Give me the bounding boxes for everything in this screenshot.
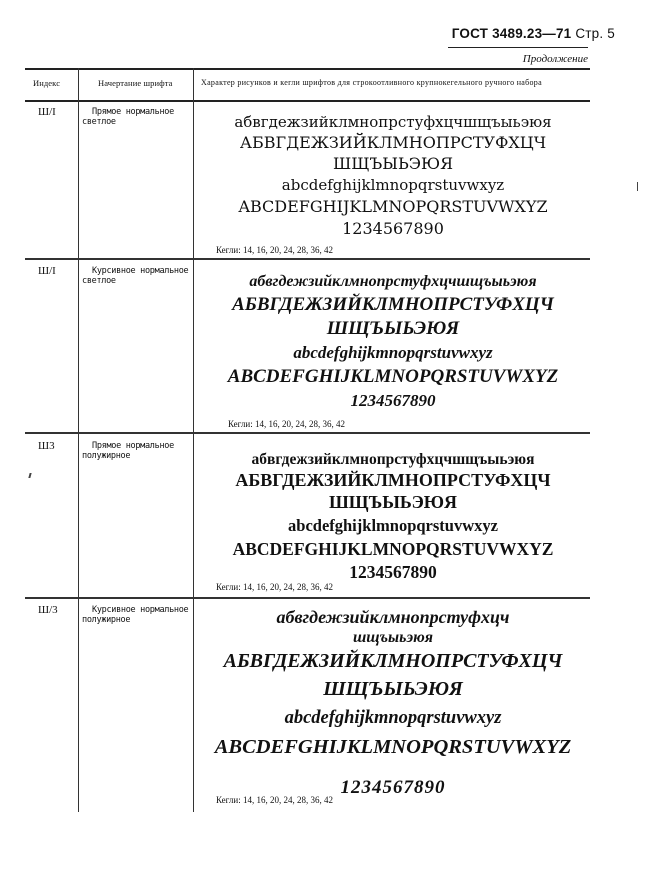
- row-style-name: Курсивное нормальное полужирное: [82, 605, 189, 625]
- column-header-index: Индекс: [33, 78, 61, 88]
- point-sizes: Кегли: 14, 16, 20, 24, 28, 36, 42: [228, 419, 345, 429]
- table-top-border: [25, 68, 590, 70]
- specimen-line-cyrillic-upper-2: ШЩЪЫЬЭЮЯ: [328, 492, 458, 512]
- specimen-line-cyrillic-lower: абвгдежзийклмнопрстуфхцчшщъыьэюя: [251, 451, 535, 468]
- row-divider: [25, 258, 590, 260]
- point-sizes: Кегли: 14, 16, 20, 24, 28, 36, 42: [216, 582, 333, 592]
- specimen-line-digits: 1234567890: [342, 219, 444, 238]
- specimen-line-cyrillic-lower: абвгдежзийклмнопрстуфхцч: [276, 607, 510, 627]
- specimen-line-latin-lower: abcdefghijklmnopqrstuvwxyz: [281, 176, 505, 194]
- page-number: Стр. 5: [575, 26, 615, 41]
- row-index: Ш3: [38, 440, 55, 452]
- specimen-line-cyrillic-upper-2: ШЩЪЫЬЭЮЯ: [332, 154, 453, 173]
- specimen-line-cyrillic-upper-2: ШЩЪЫЬЭЮЯ: [326, 318, 460, 339]
- column-header-sample: Характер рисунков и кегли шрифтов для строкоотливного крупнокегельного ручного набора: [201, 78, 542, 87]
- row-divider: [25, 432, 590, 434]
- row-style-name: Прямое нормальное полужирное: [82, 441, 174, 461]
- specimen-line-digits: 1234567890: [340, 777, 446, 798]
- specimen-line-digits: 1234567890: [350, 391, 436, 410]
- header-underline: [448, 47, 588, 48]
- scan-artifact: [28, 473, 31, 478]
- specimen-line-cyrillic-upper: АБВГДЕЖЗИЙКЛМНОПРСТУФХЦЧ: [232, 294, 554, 315]
- table-header-border: [25, 100, 590, 102]
- specimen-line-cyrillic-lower: абвгдежзийклмнопрстуфхцчшщъыьэюя: [249, 273, 537, 290]
- type-specimen: [196, 450, 590, 583]
- type-specimen: [196, 606, 590, 802]
- column-header-style: Начертание шрифта: [98, 78, 173, 88]
- specimen-line-latin-lower: abcdefghijkmnopqrstuvwxyz: [293, 343, 493, 362]
- column-divider-2: [193, 68, 194, 812]
- specimen-line-cyrillic-lower-2: шщъыьэюя: [352, 629, 434, 646]
- specimen-line-cyrillic-lower: абвгдежзийклмнопрстуфхцчшщъыьэюя: [234, 113, 552, 131]
- specimen-line-cyrillic-upper: АБВГДЕЖЗИЙКЛМНОПРСТУФХЦЧ: [235, 470, 551, 490]
- specimen-line-latin-lower: abcdefghijklmnopqrstuvwxyz: [288, 516, 498, 535]
- type-specimen: [196, 271, 590, 413]
- specimen-line-latin-upper: ABCDEFGHIJKLMNOPQRSTUVWXYZ: [227, 366, 559, 387]
- specimen-line-cyrillic-upper: АБВГДЕЖЗИЙКЛМНОПРСТУФХЦЧ: [239, 133, 547, 152]
- row-index: Ш/I: [38, 265, 56, 277]
- row-style-name: Курсивное нормальное светлое: [82, 266, 189, 286]
- specimen-line-cyrillic-upper: АБВГДЕЖЗИЙКЛМНОПРСТУФХЦЧ: [223, 650, 563, 672]
- scan-artifact: [637, 182, 638, 191]
- row-index: Ш/3: [38, 604, 58, 616]
- document-header: [452, 26, 615, 41]
- specimen-line-digits: 1234567890: [349, 562, 437, 582]
- specimen-line-latin-upper: ABCDEFGHIJKLMNOPQRSTUVWXYZ: [238, 197, 548, 216]
- continuation-label: Продолжение: [522, 53, 588, 65]
- column-divider-1: [78, 68, 79, 812]
- row-index: Ш/I: [38, 106, 56, 118]
- row-divider: [25, 597, 590, 599]
- document-code: ГОСТ 3489.23—71: [451, 26, 572, 41]
- specimen-line-latin-upper: ABCDEFGHIJKLMNOPQRSTUVWXYZ: [232, 539, 554, 559]
- point-sizes: Кегли: 14, 16, 20, 24, 28, 36, 42: [216, 245, 333, 255]
- specimen-line-latin-upper: ABCDEFGHIJKLMNOPQRSTUVWXYZ: [214, 736, 572, 758]
- point-sizes: Кегли: 14, 16, 20, 24, 28, 36, 42: [216, 795, 333, 805]
- row-style-name: Прямое нормальное светлое: [82, 107, 174, 127]
- specimen-line-latin-lower: abcdefghijkmnopqrstuvwxyz: [284, 708, 502, 728]
- specimen-line-cyrillic-upper-2: ШЩЪЫЬЭЮЯ: [323, 678, 463, 700]
- type-specimen: [196, 112, 590, 241]
